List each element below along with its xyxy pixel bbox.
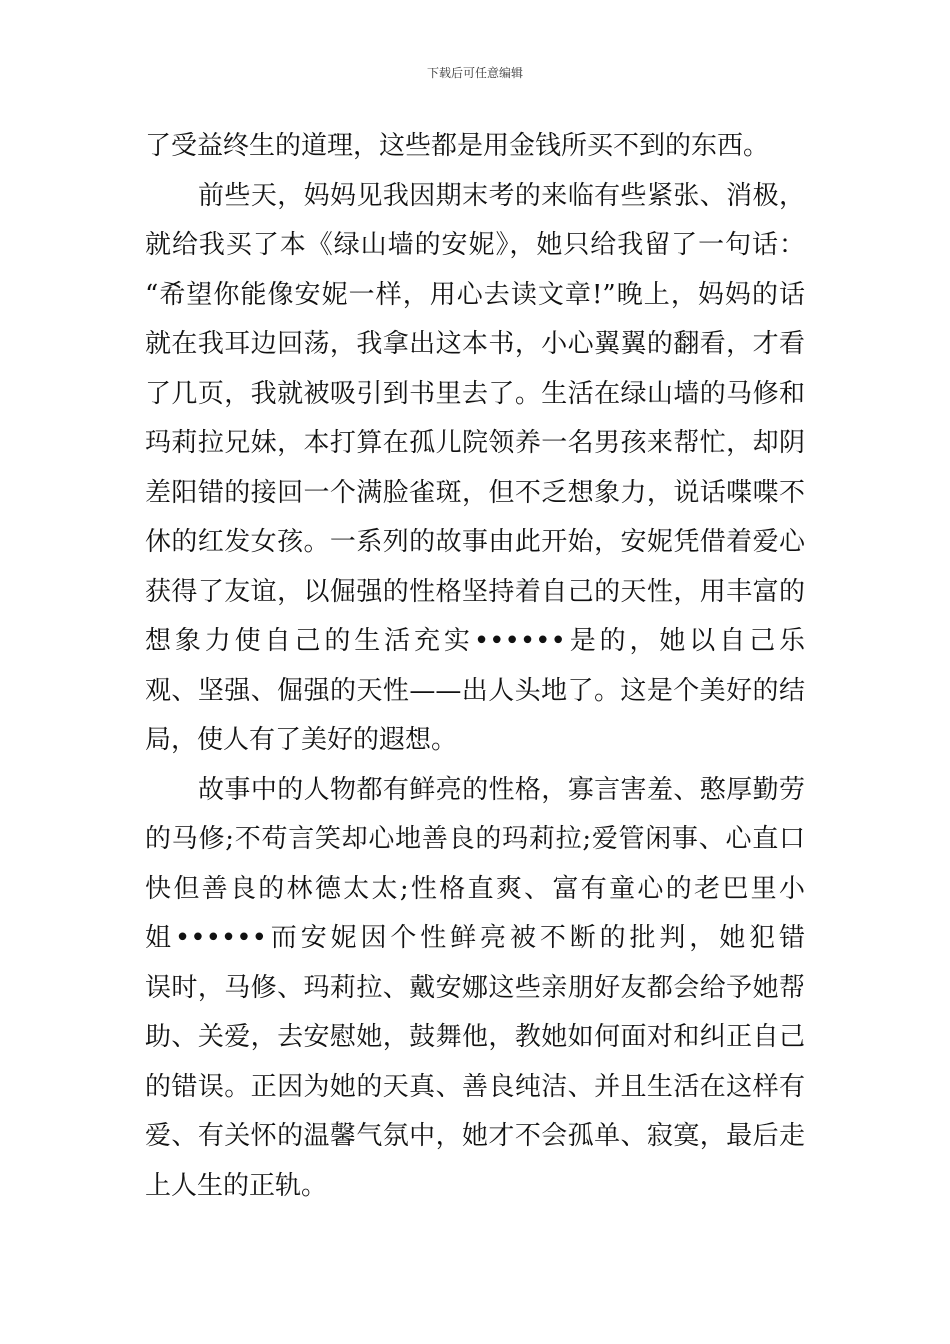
paragraph-line: “希望你能像安妮一样，用心去读文章!”晚上，妈妈的话 <box>145 279 805 310</box>
paragraph-line: 前些天，妈妈见我因期末考的来临有些紧张、消极， <box>198 180 805 211</box>
document-body <box>145 122 805 1211</box>
paragraph-line: 的错误。正因为她的天真、善良纯洁、并且生活在这样有 <box>145 1071 805 1102</box>
paragraph-line: 爱、有关怀的温馨气氛中，她才不会孤单、寂寞，最后走 <box>145 1121 805 1151</box>
paragraph-line: 的马修;不苟言笑却心地善良的玛莉拉;爱管闲事、心直口 <box>145 824 805 854</box>
paragraph-line: 误时，马修、玛莉拉、戴安娜这些亲朋好友都会给予她帮 <box>145 972 805 1003</box>
paragraph-line: 局，使人有了美好的遐想。 <box>145 725 458 755</box>
paragraph-line: 休的红发女孩。一系列的故事由此开始，安妮凭借着爱心 <box>145 527 805 557</box>
page-header: 下载后可任意编辑 <box>426 66 523 80</box>
paragraph-line: 姐••••••而安妮因个性鲜亮被不断的批判，她犯错 <box>145 923 805 953</box>
paragraph-line: 观、坚强、倔强的天性——出人头地了。这是个美好的结 <box>145 675 805 706</box>
paragraph-line: 就给我买了本《绿山墙的安妮》，她只给我留了一句话： <box>145 230 805 260</box>
paragraph-line: 快但善良的林德太太;性格直爽、富有童心的老巴里小 <box>145 873 805 904</box>
paragraph-line: 差阳错的接回一个满脸雀斑，但不乏想象力，说话喋喋不 <box>145 477 805 508</box>
paragraph-line: 了几页，我就被吸引到书里去了。生活在绿山墙的马修和 <box>145 378 805 409</box>
paragraph-line: 想象力使自己的生活充实••••••是的，她以自己乐 <box>145 626 805 656</box>
paragraph-line: 上人生的正轨。 <box>145 1170 328 1201</box>
paragraph-line: 了受益终生的道理，这些都是用金钱所买不到的东西。 <box>145 131 770 161</box>
paragraph-line: 故事中的人物都有鲜亮的性格，寡言害羞、憨厚勤劳 <box>198 774 805 805</box>
paragraph-line: 玛莉拉兄妹，本打算在孤儿院领养一名男孩来帮忙，却阴 <box>145 428 805 458</box>
paragraph-line: 助、关爱，去安慰她，鼓舞他，教她如何面对和纠正自己 <box>145 1022 805 1052</box>
paragraph-line: 就在我耳边回荡，我拿出这本书，小心翼翼的翻看，才看 <box>145 329 805 359</box>
paragraph-line: 获得了友谊，以倔强的性格坚持着自己的天性，用丰富的 <box>145 576 805 607</box>
